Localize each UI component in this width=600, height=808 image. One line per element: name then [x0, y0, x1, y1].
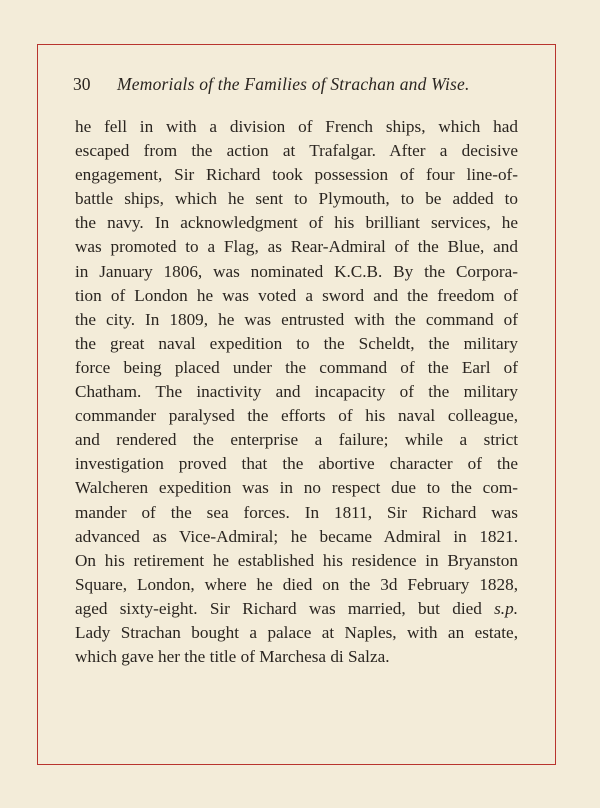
text-line: was promoted to a Flag, as Rear-Admiral of the Blue, and	[75, 237, 518, 257]
text-line: in January 1806, was nominated K.C.B. By the Corpora-	[75, 261, 518, 281]
sine-prole-abbrev: s.p.	[494, 598, 518, 618]
text-line: the great naval expedition to the Scheldt, the military	[75, 333, 518, 353]
running-title: Memorials of the Families of Strachan and Wise.	[117, 74, 470, 94]
body-text	[75, 115, 518, 669]
text-line: he fell in with a division of French ships, which had	[75, 117, 518, 136]
text-line: commander paralysed the efforts of his naval colleague,	[75, 406, 518, 426]
text-line: Chatham. The inactivity and incapacity of the military	[75, 382, 518, 402]
text-line: mander of the sea forces. In 1811, Sir Richard was	[75, 502, 518, 522]
page-header	[73, 72, 485, 98]
text-line: force being placed under the command of the Earl of	[75, 357, 518, 377]
text-line-main: aged sixty-eight. Sir Richard was married, but died	[75, 598, 482, 618]
text-line: Walcheren expedition was in no respect due to the com-	[75, 478, 518, 498]
text-line: and rendered the enterprise a failure; while a strict	[75, 430, 518, 450]
text-line: engagement, Sir Richard took possession of four line-of-	[75, 165, 518, 185]
text-line: On his retirement he established his residence in Bryanston	[75, 550, 518, 570]
text-line: escaped from the action at Trafalgar. After a decisive	[75, 141, 518, 161]
text-line: Square, London, where he died on the 3d February 1828,	[75, 574, 518, 594]
text-line: investigation proved that the abortive character of the	[75, 454, 518, 474]
text-line: Lady Strachan bought a palace at Naples, with an estate,	[75, 622, 518, 642]
text-line-last: which gave her the title of Marchesa di Salza.	[75, 647, 390, 667]
text-line: battle ships, which he sent to Plymouth, to be added to	[75, 189, 518, 209]
text-line: advanced as Vice-Admiral; he became Admiral in 1821.	[75, 526, 518, 546]
page-number: 30	[73, 74, 91, 94]
text-line: the navy. In acknowledgment of his brilliant services, he	[75, 213, 518, 233]
text-line-sp	[75, 597, 518, 621]
text-line: the city. In 1809, he was entrusted with the command of	[75, 309, 518, 329]
text-line: tion of London he was voted a sword and the freedom of	[75, 285, 518, 305]
